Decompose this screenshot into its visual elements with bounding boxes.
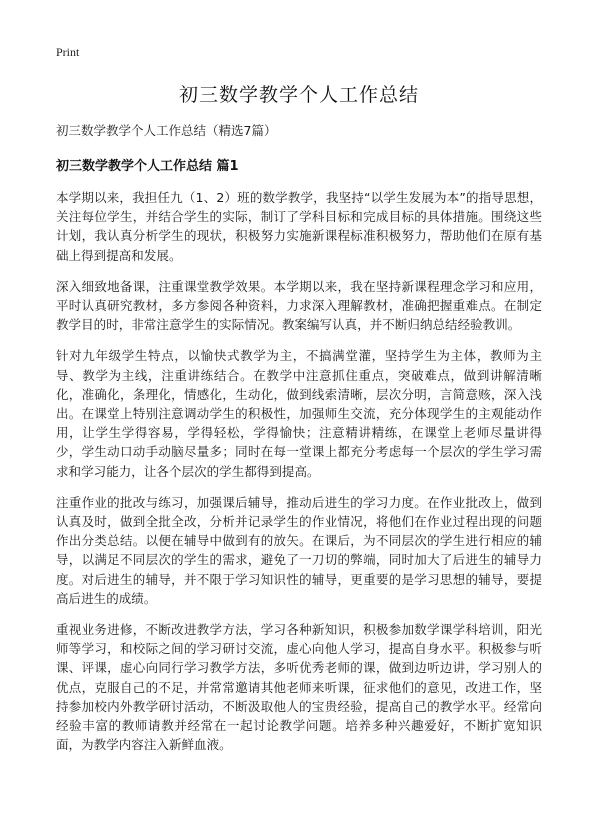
paragraph: 注重作业的批改与练习，加强课后辅导，推动后进生的学习力度。在作业批改上，做到认真及时，做到全批全改，分析并记录学生的作业情况，将他们在作业过程出现的问题作出分类总结。以便在辅导中做到有的放矢。在课后，为不同层次的学生进行相应的辅导，以满足不同层次的学生的需求，避免了一刀切的弊端，同时加大了后进生的辅导力度。对后进生的辅导，并不限于学习知识性的辅导，更重要的是学习思想的辅导，要提高后进生的成绩。	[56, 494, 542, 606]
paragraph: 深入细致地备课，注重课堂教学效果。本学期以来，我在坚持新课程理念学习和应用，平时认真研究教材，多方参阅各种资料，力求深入理解教材，准确把握重难点。在制定教学目的时，非常注意学生的实际情况。教案编写认真，并不断归纳总结经验教训。	[56, 278, 542, 333]
section-heading: 初三数学教学个人工作总结 篇1	[56, 159, 239, 174]
paragraph: 重视业务进修，不断改进教学方法，学习各种新知识，积极参加数学课学科培训，阳光师等学习，和校际之间的学习研讨交流，虚心向他人学习，提高自身水平。积极参与听课、评课，虚心向同行学习教学方法，多听优秀老师的课，做到边听边讲，学习别人的优点，克服自己的不足，并常常邀请其他老师来听课，征求他们的意见，改进工作，坚持参加校内外教学研讨活动，不断汲取他人的宝贵经验，提高自己的教学水平。经常向经验丰富的教师请教并经常在一起讨论教学问题。培养多种兴趣爱好，不断扩宽知识面，为教学内容注入新鲜血液。	[56, 622, 542, 753]
document-title: 初三数学教学个人工作总结	[178, 84, 419, 106]
paragraph: 本学期以来，我担任九（1、2）班的数学教学，我坚持“以学生发展为本”的指导思想，关注每位学生，并结合学生的实际，制订了学科目标和完成目标的具体措施。围绕这些计划，我认真分析学生的现状，积极努力实施新课程标准积极努力，帮助他们在原有基础上得到提高和发展。	[56, 190, 542, 263]
document-subtitle: 初三数学教学个人工作总结（精选7篇）	[56, 123, 277, 138]
print-link[interactable]: Print	[56, 45, 80, 59]
paragraph: 针对九年级学生特点，以愉快式教学为主，不搞满堂灌，坚持学生为主体，教师为主导、教学为主线，注重讲练结合。在教学中注意抓住重点，突破难点，做到讲解清晰化，准确化，条理化，情感化，生动化，做到线索清晰，层次分明，言简意赅，深入浅出。在课堂上特别注意调动学生的积极性，加强师生交流，充分体现学生的主观能动作用，让学生学得容易，学得轻松，学得愉快；注意精讲精练，在课堂上老师尽量讲得少，学生动口动手动脑尽量多；同时在每一堂课上都充分考虑每一个层次的学生学习需求和学习能力，让各个层次的学生都得到提高。	[56, 348, 542, 479]
